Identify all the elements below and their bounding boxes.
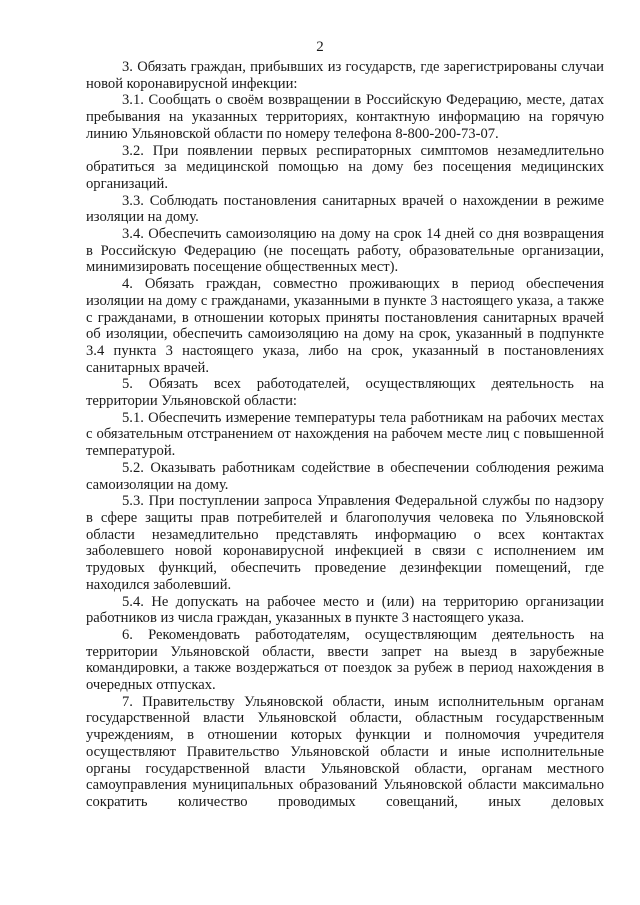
paragraph-5-3: 5.3. При поступлении запроса Управления Федеральной службы по надзору в сфере защиты прав потребителей и благополучия человека по Ульяновской области незамедлительно представлять информацию о всех контактах заболевшего новой коронавирусной инфекцией в связи с исполнением им трудовых функций, обеспечить проведение дезинфекции помещений, где находился заболевший.	[86, 493, 604, 593]
paragraph-3: 3. Обязать граждан, прибывших из государств, где зарегистрированы случаи новой коронавирусной инфекции:	[86, 59, 604, 92]
paragraph-5: 5. Обязать всех работодателей, осуществляющих деятельность на территории Ульяновской области:	[86, 376, 604, 410]
paragraph-3-4: 3.4. Обеспечить самоизоляцию на дому на срок 14 дней со дня возвращения в Российскую Федерацию (не посещать работу, образовательные организации, минимизировать посещение общественных мест).	[86, 226, 604, 276]
paragraph-6: 6. Рекомендовать работодателям, осуществляющим деятельность на территории Ульяновской области, ввести запрет на выезд в зарубежные командировки, а также воздержаться от поездок за рубеж в период нахождения в очередных отпусках.	[86, 626, 604, 694]
paragraph-5-1: 5.1. Обеспечить измерение температуры тела работникам на рабочих местах с обязательным отстранением от нахождения на рабочем месте лиц с повышенной температурой.	[86, 409, 604, 460]
document-body	[86, 59, 604, 811]
page-number: 2	[316, 39, 324, 55]
paragraph-3-3: 3.3. Соблюдать постановления санитарных врачей о нахождении в режиме изоляции на дому.	[86, 192, 604, 226]
paragraph-5-4: 5.4. Не допускать на рабочее место и (или) на территорию организации работников из числа граждан, указанных в пункте 3 настоящего указа.	[86, 593, 604, 627]
paragraph-4: 4. Обязать граждан, совместно проживающих в период обеспечения изоляции на дому с гражданами, указанными в пункте 3 настоящего указа, а также с гражданами, в отношении которых приняты постановления санитарных врачей об изоляции, обеспечить самоизоляцию на дому на срок, указанный в подпункте 3.4 пункта 3 настоящего указа, либо на срок, указанный в постановлениях санитарных врачей.	[86, 276, 604, 376]
paragraph-7: 7. Правительству Ульяновской области, иным исполнительным органам государственной власти Ульяновской области, областным государственным учреждениям, в отношении которых функции и полномочия учредителя осуществляют Правительство Ульяновской области и иные исполнительные органы государственной власти Ульяновской области, органам местного самоуправления муниципальных образований Ульяновской области максимально сократить количество проводимых совещаний, иных деловых	[86, 693, 604, 810]
paragraph-3-2: 3.2. При появлении первых респираторных симптомов незамедлительно обратиться за медицинской помощью на дому без посещения медицинских организаций.	[86, 142, 604, 192]
paragraph-5-2: 5.2. Оказывать работникам содействие в обеспечении соблюдения режима самоизоляции на дому.	[86, 459, 604, 493]
paragraph-3-1: 3.1. Сообщать о своём возвращении в Российскую Федерацию, месте, датах пребывания на указанных территориях, контактную информацию на горячую линию Ульяновской области по номеру телефона 8-800-200-73-07.	[86, 92, 604, 142]
